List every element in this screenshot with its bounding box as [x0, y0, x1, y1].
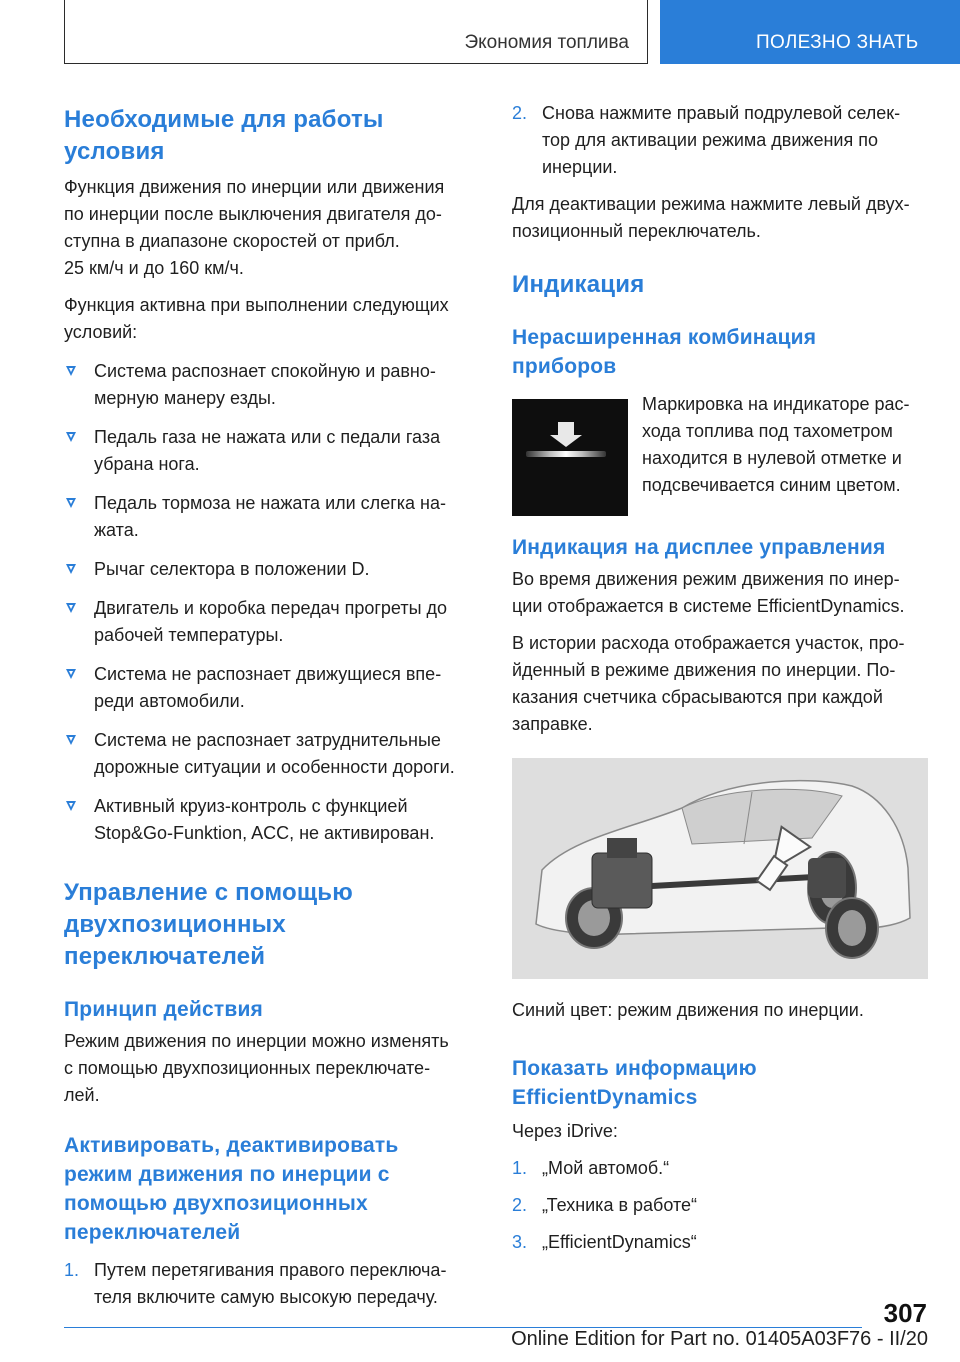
step-number: 1.: [512, 1158, 528, 1178]
header-chapter-title: ПОЛЕЗНО ЗНАТЬ: [756, 32, 919, 53]
menu-path-label: „EfficientDynamics“: [542, 1232, 697, 1252]
gauge-marker-bar: [526, 451, 606, 457]
menu-path-label: „Мой автомоб.“: [542, 1158, 670, 1178]
paragraph-marker: Маркировка на индикаторе рас- хода топлива под тахометром находится в нулевой отметке и подсвечивается синим цветом.: [642, 394, 910, 495]
line: ступна в диапазоне скоростей от прибл.: [64, 231, 400, 251]
heading-conditions-text: Необходимые для работы условия: [64, 106, 384, 165]
list-item: Педаль газа не нажата или с педали газа убрана нога.: [64, 424, 478, 478]
triangle-bullet-icon: [66, 432, 76, 442]
list-item: Педаль тормоза не нажата или слегка на- жата.: [64, 490, 478, 544]
step-item: 1. Путем перетягивания правого переключа- теля включите самую высокую передачу.: [64, 1257, 478, 1311]
step-number: 3.: [512, 1232, 528, 1252]
step-number: 2.: [512, 1195, 528, 1215]
paragraph-conditions-intro: [64, 292, 478, 346]
list-item: Двигатель и коробка передач прогреты до рабочей температуры.: [64, 595, 478, 649]
list-item: Рычаг селектора в положении D.: [64, 556, 478, 583]
arrow-head: [550, 435, 582, 447]
heading-show-info: Показать информацию EfficientDynamics: [512, 1057, 757, 1109]
list-item: Система не распознает затруднительные дорожные ситуации и особенности дороги.: [64, 727, 478, 781]
paragraph-display-2: В истории расхода отображается участок, про- йденный в режиме движения по инерции. По- казания счетчика сбрасываются при каждой заправке.: [512, 633, 905, 734]
triangle-bullet-icon: [66, 564, 76, 574]
car-drivetrain-illustration: [512, 758, 928, 979]
heading-conditions: [64, 104, 478, 168]
menu-path-item: [512, 1155, 928, 1182]
left-column: [64, 100, 478, 1311]
arrow-down-icon: [558, 422, 574, 435]
conditions-list: [64, 358, 478, 847]
paragraph-speed-range: [64, 174, 478, 282]
heading-control-switches: Управление с помощью двухпозиционных переключателей: [64, 879, 353, 970]
marker-block: [512, 391, 928, 521]
menu-path-item: [512, 1229, 928, 1256]
header-section-title: Экономия топлива: [464, 32, 629, 53]
paragraph-deactivate: Для деактивации режима нажмите левый двух- позиционный переключатель.: [512, 194, 910, 241]
menu-path-label: „Техника в работе“: [542, 1195, 698, 1215]
triangle-bullet-icon: [66, 498, 76, 508]
step-number: 2.: [512, 103, 528, 123]
step-number: 1.: [64, 1260, 80, 1280]
line: по инерции после выключения двигателя до-: [64, 204, 442, 224]
line: условий:: [64, 322, 138, 342]
triangle-bullet-icon: [66, 603, 76, 613]
heading-cluster: Нерасширенная комбинация приборов: [512, 326, 817, 378]
list-item: Активный круиз-контроль с функцией Stop&Go-Funktion, ACC, не активирован.: [64, 793, 478, 847]
line: Функция движения по инерции или движения: [64, 177, 445, 197]
triangle-bullet-icon: [66, 366, 76, 376]
right-column: [512, 100, 928, 1256]
triangle-bullet-icon: [66, 669, 76, 679]
line: 25 км/ч и до 160 км/ч.: [64, 258, 244, 278]
page-number: 307: [883, 1298, 927, 1328]
heading-principle: Принцип действия: [64, 998, 264, 1021]
fuel-consumption-gauge-image: [512, 399, 628, 516]
menu-path-list: [512, 1155, 928, 1256]
list-item: Система не распознает движущиеся впе- реди автомобили.: [64, 661, 478, 715]
heading-indication: Индикация: [512, 271, 645, 298]
header-section-box: [64, 0, 648, 64]
footer-edition: Online Edition for Part no. 01405A03F76 - II/20: [511, 1328, 928, 1350]
list-item: Система распознает спокойную и равно- мерную манеру езды.: [64, 358, 478, 412]
paragraph-display-1: Во время движения режим движения по инер- ции отображается в системе EfficientDynamics.: [512, 569, 905, 616]
step-item: 2. Снова нажмите правый подрулевой селек- тор для активации режима движения по инерции.: [512, 100, 928, 181]
paragraph-principle: Режим движения по инерции можно изменять с помощью двухпозиционных переключате- лей.: [64, 1031, 449, 1105]
heading-activate-deactivate: Активировать, деактивировать режим движения по инерции с помощью двухпозиционных переключателей: [64, 1134, 399, 1244]
paragraph-idrive: Через iDrive:: [512, 1121, 618, 1141]
header-chapter-tab[interactable]: [660, 0, 960, 64]
car-illustration-svg: [512, 758, 928, 979]
menu-path-item: [512, 1192, 928, 1219]
triangle-bullet-icon: [66, 735, 76, 745]
image-caption: Синий цвет: режим движения по инерции.: [512, 1000, 864, 1020]
car-image-block: [512, 758, 928, 979]
triangle-bullet-icon: [66, 801, 76, 811]
line: Функция активна при выполнении следующих: [64, 295, 449, 315]
heading-display: Индикация на дисплее управления: [512, 536, 886, 559]
